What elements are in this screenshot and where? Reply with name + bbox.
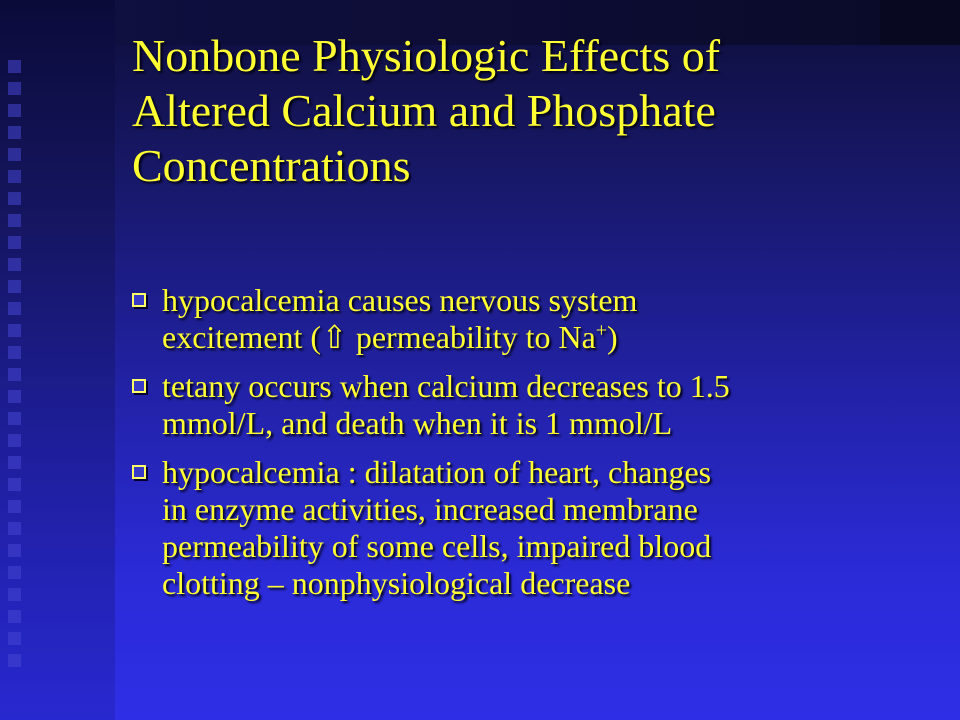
- decorative-square: [8, 280, 21, 293]
- decorative-square: [8, 192, 21, 205]
- decorative-square: [8, 434, 21, 447]
- bullet-item: [132, 454, 932, 602]
- decorative-square: [8, 544, 21, 557]
- decorative-square: [8, 588, 21, 601]
- decorative-square: [8, 148, 21, 161]
- bullet-item: [132, 282, 932, 356]
- bullet-line: mmol/L, and death when it is 1 mmol/L: [162, 405, 673, 441]
- decorative-square: [8, 390, 21, 403]
- title-line: Concentrations: [132, 140, 411, 191]
- bullet-text: excitement (: [162, 319, 322, 355]
- decorative-square: [8, 324, 21, 337]
- bullet-text: ): [607, 319, 618, 355]
- left-decorative-strip: [0, 0, 115, 720]
- bullet-line: clotting – nonphysiological decrease: [162, 565, 631, 601]
- bullet-line: [162, 319, 932, 356]
- decorative-square: [8, 60, 21, 73]
- decorative-square: [8, 236, 21, 249]
- bullet-line: hypocalcemia causes nervous system: [162, 282, 638, 318]
- hollow-square-bullet-icon: [132, 465, 146, 479]
- decorative-square: [8, 632, 21, 645]
- decorative-square: [8, 126, 21, 139]
- decorative-square: [8, 654, 21, 667]
- bullet-line: permeability of some cells, impaired blood: [162, 528, 712, 564]
- decorative-square: [8, 258, 21, 271]
- decorative-square: [8, 214, 21, 227]
- decorative-square: [8, 170, 21, 183]
- up-arrow-icon: ⇧: [321, 319, 348, 355]
- decorative-square: [8, 610, 21, 623]
- decorative-square: [8, 500, 21, 513]
- decorative-square: [8, 346, 21, 359]
- bullet-list: [132, 282, 932, 614]
- decorative-square: [8, 456, 21, 469]
- bullet-text: permeability to Na: [347, 319, 596, 355]
- slide-title: [132, 28, 932, 193]
- bullet-line: hypocalcemia : dilatation of heart, changes: [162, 454, 712, 490]
- bullet-line: in enzyme activities, increased membrane: [162, 491, 698, 527]
- superscript-plus: +: [595, 319, 608, 342]
- decorative-square: [8, 368, 21, 381]
- decorative-square: [8, 522, 21, 535]
- decorative-square: [8, 82, 21, 95]
- decorative-square-column: [8, 60, 30, 720]
- hollow-square-bullet-icon: [132, 379, 146, 393]
- bullet-item: [132, 368, 932, 442]
- hollow-square-bullet-icon: [132, 293, 146, 307]
- title-line: Nonbone Physiologic Effects of: [132, 30, 721, 81]
- bullet-line: tetany occurs when calcium decreases to 1.5: [162, 368, 730, 404]
- decorative-square: [8, 478, 21, 491]
- decorative-square: [8, 566, 21, 579]
- decorative-square: [8, 302, 21, 315]
- decorative-square: [8, 104, 21, 117]
- decorative-square: [8, 412, 21, 425]
- title-line: Altered Calcium and Phosphate: [132, 85, 716, 136]
